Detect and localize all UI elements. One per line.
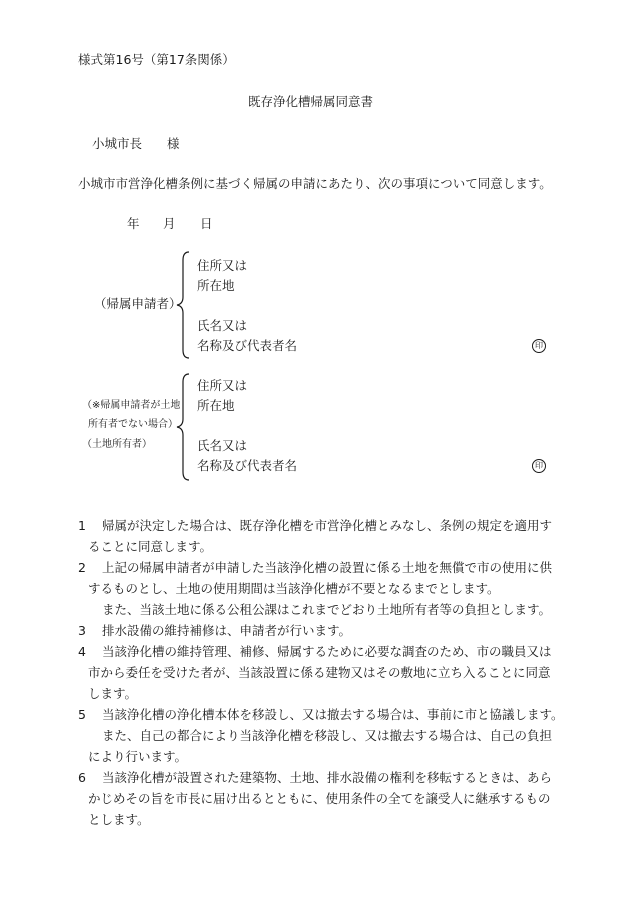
landowner-note-line-2: 所有者でない場合）: [88, 419, 178, 430]
applicant-name-label-2: 名称及び代表者名: [197, 338, 298, 353]
condition-text-continued: 市から委任を受けた者が、当該設置に係る建物又はその敷地に立ち入ることに同意: [88, 665, 551, 680]
condition-text-continued: するものとし、土地の使用期間は当該浄化槽が不要となるまでとします。: [88, 581, 500, 596]
condition-number: 5: [78, 707, 86, 722]
intro-text: 小城市市営浄化槽条例に基づく帰属の申請にあたり、次の事項について同意します。: [78, 176, 552, 191]
condition-paragraph: また、自己の都合により当該浄化槽を移設し、又は撤去する場合は、自己の負担: [102, 728, 553, 743]
condition-text-continued: かじめその旨を市長に届け出るとともに、使用条件の全てを譲受人に継承するもの: [88, 791, 551, 806]
applicant-brace: [175, 250, 191, 360]
condition-text-continued: により行います。: [88, 749, 188, 764]
condition-item-4: [78, 641, 550, 704]
applicant-address-label-2: 所在地: [197, 278, 235, 293]
date-month-label: 月: [163, 216, 176, 231]
landowner-seal-mark: 印: [532, 459, 546, 473]
condition-item-3: [78, 620, 550, 641]
condition-text-continued: ることに同意します。: [88, 539, 213, 554]
condition-number: 3: [78, 623, 86, 638]
condition-item-6: [78, 767, 553, 830]
condition-item-2: [78, 557, 553, 620]
addressee: 小城市長 様: [92, 136, 180, 151]
condition-number: 2: [78, 560, 86, 575]
applicant-address-label-1: 住所又は: [197, 258, 248, 273]
condition-number: 4: [78, 644, 86, 659]
document-title: 既存浄化槽帰属同意書: [248, 94, 374, 109]
landowner-name-label-2: 名称及び代表者名: [197, 458, 298, 473]
condition-text: 上記の帰属申請者が申請した当該浄化槽の設置に係る土地を無償で市の使用に供: [102, 560, 553, 575]
landowner-brace: [175, 372, 191, 482]
condition-item-5: [78, 704, 564, 767]
date-day-label: 日: [200, 216, 213, 231]
condition-paragraph: また、当該土地に係る公租公課はこれまでどおり土地所有者等の負担とします。: [102, 602, 552, 617]
condition-text-continued: とします。: [88, 812, 150, 827]
condition-number: 1: [78, 518, 86, 533]
condition-text-continued: します。: [88, 686, 138, 701]
condition-text: 当該浄化槽が設置された建築物、土地、排水設備の権利を移転するときは、あら: [102, 770, 553, 785]
date-year-label: 年: [127, 216, 140, 231]
condition-text: 帰属が決定した場合は、既存浄化槽を市営浄化槽とみなし、条例の規定を適用す: [102, 518, 553, 533]
landowner-address-label-2: 所在地: [197, 398, 235, 413]
condition-text: 排水設備の維持補修は、申請者が行います。: [102, 623, 352, 638]
condition-item-1: [78, 515, 553, 557]
landowner-address-label-1: 住所又は: [197, 378, 248, 393]
landowner-role-label: （土地所有者）: [82, 439, 152, 450]
landowner-name-label-1: 氏名又は: [197, 438, 248, 453]
condition-number: 6: [78, 770, 86, 785]
landowner-note-line-1: （※帰属申請者が土地: [82, 400, 181, 411]
applicant-seal-mark: 印: [532, 339, 546, 353]
applicant-role-label: （帰属申請者）: [94, 296, 182, 311]
form-number: 様式第16号（第17条関係）: [78, 52, 235, 67]
condition-text: 当該浄化槽の浄化槽本体を移設し、又は撤去する場合は、事前に市と協議します。: [102, 707, 564, 722]
condition-text: 当該浄化槽の維持管理、補修、帰属するために必要な調査のため、市の職員又は: [102, 644, 552, 659]
applicant-name-label-1: 氏名又は: [197, 318, 248, 333]
